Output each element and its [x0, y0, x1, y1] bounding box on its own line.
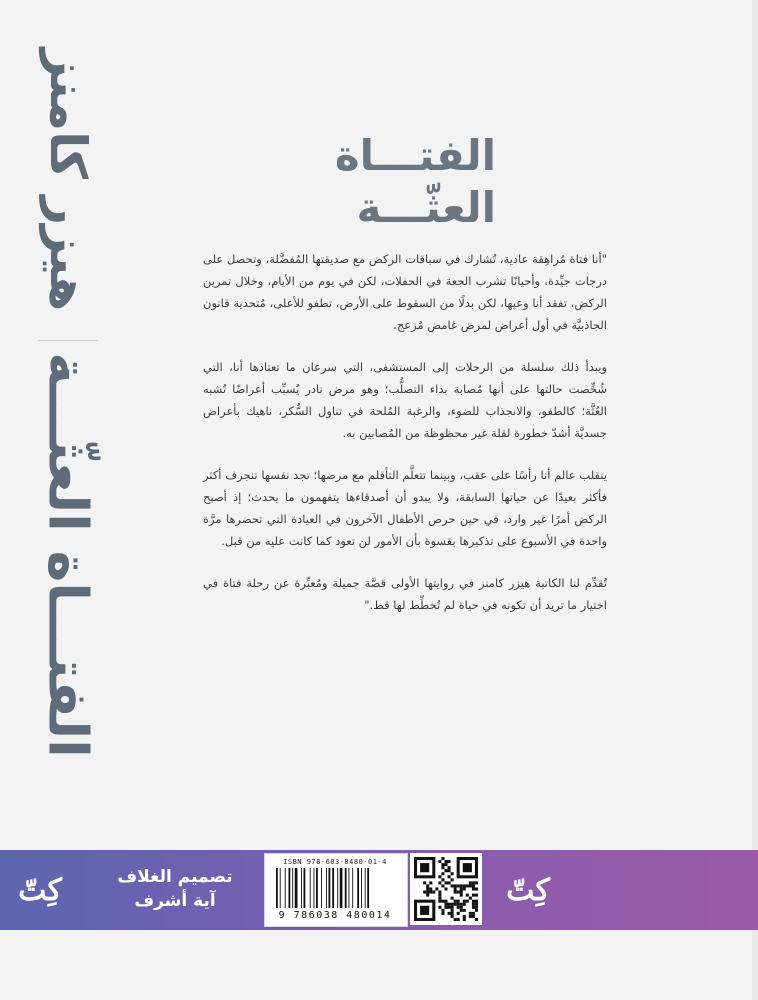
- book-title: [335, 130, 496, 234]
- qr-code: [410, 853, 482, 925]
- barcode-bars: [276, 868, 394, 908]
- credit-label: تصميم الغلاف: [117, 867, 233, 887]
- barcode-number: 9 786038 480014: [278, 910, 392, 921]
- blurb-text: [203, 248, 607, 636]
- publisher-logo-right: كِتّ: [506, 872, 550, 908]
- blurb-paragraph-2: ويبدأ ذلك سلسلة من الرحلات إلى المستشفى، التي سرعان ما تعتادها أنا، التي شُخِّصت حالتها على أنها مُصابة بداء التصلُّب؛ وهو مرض نادر يُسبِّب أعراضًا تُشبه العُثَّة؛ كالطفو، والانجذاب للضوء، والرغبة المُلحة في تناول السُّكر، ناهيك بأعراض جسديَّة أشدّ خطورة لقلة غير محظوظة من المُصابين به.: [203, 360, 607, 440]
- book-title-line-1: الفتـــاة: [334, 131, 496, 180]
- spine-divider: [38, 340, 98, 341]
- isbn-text: ISBN 978-603-8480-01-4: [283, 858, 387, 866]
- credit-name: آية أشرف: [134, 891, 216, 911]
- book-spine: [18, 0, 118, 840]
- blurb-paragraph-3: ينقلب عالم أنا رأسًا على عقب، وبينما تتعلَّم التأقلم مع مرضها؛ تجد نفسها تنجرف أكثر فأكثر بعيدًا عن حياتها السابقة، ولا يبدو أن أصدقاءها يتفهمون ما يحدث؛ إذ أصبح الركض أمرًا غير وارد، في حين حرص الأطفال الآخرون في العيادة التي تحضرها مرَّة واحدة في الأسبوع على تذكيرها بقسوة بأن الأمور لن تعود كما كانت عليه من قبل.: [203, 468, 607, 548]
- spine-title: الفتـــاة العثّـــة: [36, 352, 100, 758]
- book-title-line-2: العثّـــة: [356, 183, 496, 232]
- qr-code-graphic: [414, 857, 478, 921]
- publisher-logo-left: كِتّ: [18, 872, 62, 908]
- spine-author: هيزر كامنز: [39, 48, 97, 312]
- blurb-paragraph-4: تُقدِّم لنا الكاتبة هيزر كامنز في روايتها الأولى قصَّة جميلة ومُعبِّرة عن رحلة فتاة في اختيار ما تريد أن تكونه في حياة لم تُخطِّط لها قط.": [203, 576, 607, 612]
- blurb-paragraph-1: "أنا فتاة مُراهِقة عادية، تُشارك في سباقات الركض مع صديقتها المُفضَّلة، وتحصل على درجات جيِّدة، وأحيانًا تشرب الجعة في الحفلات، لكن في يوم من الأيام، وخلال تمرين الركض، تفقد أنا وعيها، لكن بدلًا من السقوط على الأرض، تطفو للأعلى، مُتحدية قانون الجاذبيَّة في أول أعراض لمرض غامض مُزعج.: [203, 252, 607, 332]
- cover-design-credit: [100, 865, 250, 913]
